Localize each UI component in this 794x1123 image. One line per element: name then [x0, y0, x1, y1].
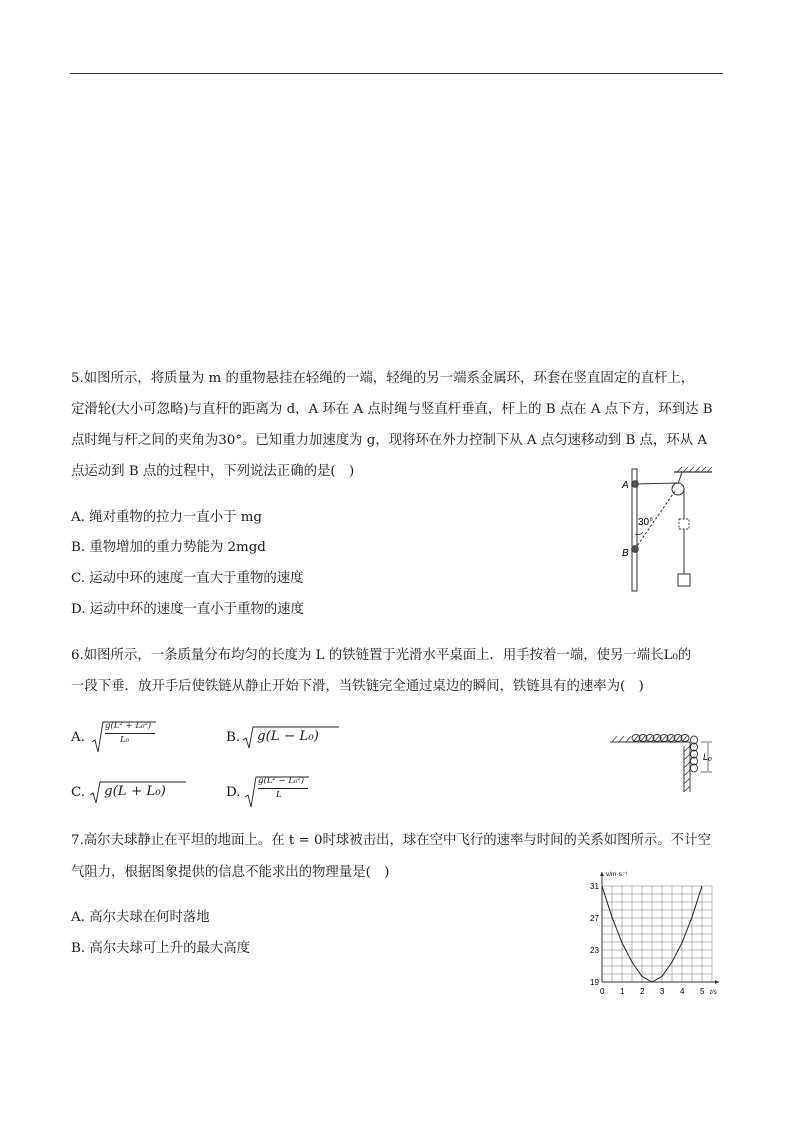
- y-tick-label: 31: [590, 882, 599, 891]
- q5-option-c[interactable]: C. 运动中环的速度一直大于重物的速度: [71, 571, 304, 586]
- y-axis-label: v/m·s⁻¹: [606, 871, 628, 878]
- q5-line-1: 5.如图所示，将质量为 m 的重物悬挂在轻绳的一端，轻绳的另一端系金属环，环套在竖直固定的直杆上，: [71, 371, 695, 386]
- y-tick-label: 27: [590, 914, 599, 923]
- q7-option-b[interactable]: B. 高尔夫球可上升的最大高度: [71, 941, 251, 956]
- ceiling-hatch: [677, 467, 712, 472]
- q7-line-1: 7.高尔夫球静止在平坦的地面上。在 t = 0时球被击出，球在空中飞行的速率与时间的关系如图所示。不计空: [71, 833, 711, 848]
- q5-option-a[interactable]: A. 绳对重物的拉力一直小于 mg: [71, 510, 263, 525]
- x-tick-labels: [600, 987, 705, 996]
- x-tick-label: 2: [640, 987, 645, 996]
- q7-line-2: 气阻力，根据图象提供的信息不能求出的物理量是( ): [71, 865, 390, 880]
- y-tick-labels: [590, 882, 599, 987]
- q5-figure: [612, 464, 722, 594]
- q6-option-b-label: B.: [226, 730, 241, 745]
- speed-time-chart: [586, 866, 724, 1000]
- label-b: B: [622, 548, 629, 559]
- q6-figure: [608, 722, 723, 794]
- q6-a-numerator: g(L² + L₀²): [105, 721, 152, 731]
- ring-at-b: [632, 546, 639, 553]
- leg-hatch: [684, 746, 690, 792]
- q6-line-2: 一段下垂．放开手后使铁链从静止开始下滑，当铁链完全通过桌边的瞬间，铁链具有的速率为( ): [71, 679, 644, 694]
- q7-option-a[interactable]: A. 高尔夫球在何时落地: [71, 910, 210, 925]
- q6-line-1: 6.如图所示，一条质量分布均匀的长度为 L 的铁链置于光滑水平桌面上．用手按着一端，使另一端长L₀的: [71, 648, 692, 663]
- q5-line-2: 定滑轮(大小可忽略)与直杆的距离为 d，A 环在 A 点时绳与竖直杆垂直，杆上的 B 点在 A 点下方，环到达 B: [71, 402, 713, 417]
- x-tick-label: 4: [680, 987, 685, 996]
- q5-line-4: 点运动到 B 点的过程中，下列说法正确的是( ): [71, 464, 355, 479]
- label-a: A: [622, 480, 629, 491]
- y-tick-label: 19: [590, 978, 599, 987]
- q5-option-b[interactable]: B. 重物增加的重力势能为 2mgd: [71, 540, 266, 555]
- ring-at-a: [632, 481, 639, 488]
- q6-c-expression: g(L + L₀): [104, 784, 166, 799]
- q6-b-expression: g(L − L₀): [257, 729, 319, 744]
- angle-label: 30°: [638, 517, 654, 528]
- header-rule: [70, 73, 723, 74]
- q6-option-a-label: A.: [71, 730, 85, 745]
- q5-line-3: 点时绳与杆之间的夹角为30°。已知重力加速度为 g，现将环在外力控制下从 A 点匀速移动到 B 点，环从 A: [71, 433, 708, 448]
- x-tick-label: 1: [620, 987, 625, 996]
- q6-d-numerator: g(L² − L₀²): [258, 776, 305, 786]
- q5-option-d[interactable]: D. 运动中环的速度一直小于重物的速度: [71, 602, 305, 617]
- x-tick-label: 3: [660, 987, 665, 996]
- x-axis-arrow: [715, 980, 719, 984]
- q6-d-fraction-bar: [258, 788, 308, 789]
- weight-icon: [678, 574, 690, 586]
- l0-label: L₀: [703, 752, 712, 762]
- q6-option-d-label: D.: [226, 785, 241, 800]
- x-axis-label: t/s: [710, 989, 717, 996]
- x-tick-label: 0: [600, 987, 605, 996]
- y-axis-arrow: [600, 872, 604, 876]
- weight-dashed: [679, 519, 689, 529]
- q6-a-fraction-bar: [105, 733, 155, 734]
- q6-option-c-label: C.: [71, 785, 86, 800]
- x-tick-label: 5: [700, 987, 705, 996]
- q7-chart: [586, 866, 724, 1000]
- q6-a-denominator: L₀: [120, 735, 130, 745]
- y-tick-label: 23: [590, 946, 599, 955]
- rope-horizontal: [635, 483, 678, 484]
- pulley-bracket: [678, 472, 682, 484]
- q6-d-denominator: L: [276, 790, 282, 800]
